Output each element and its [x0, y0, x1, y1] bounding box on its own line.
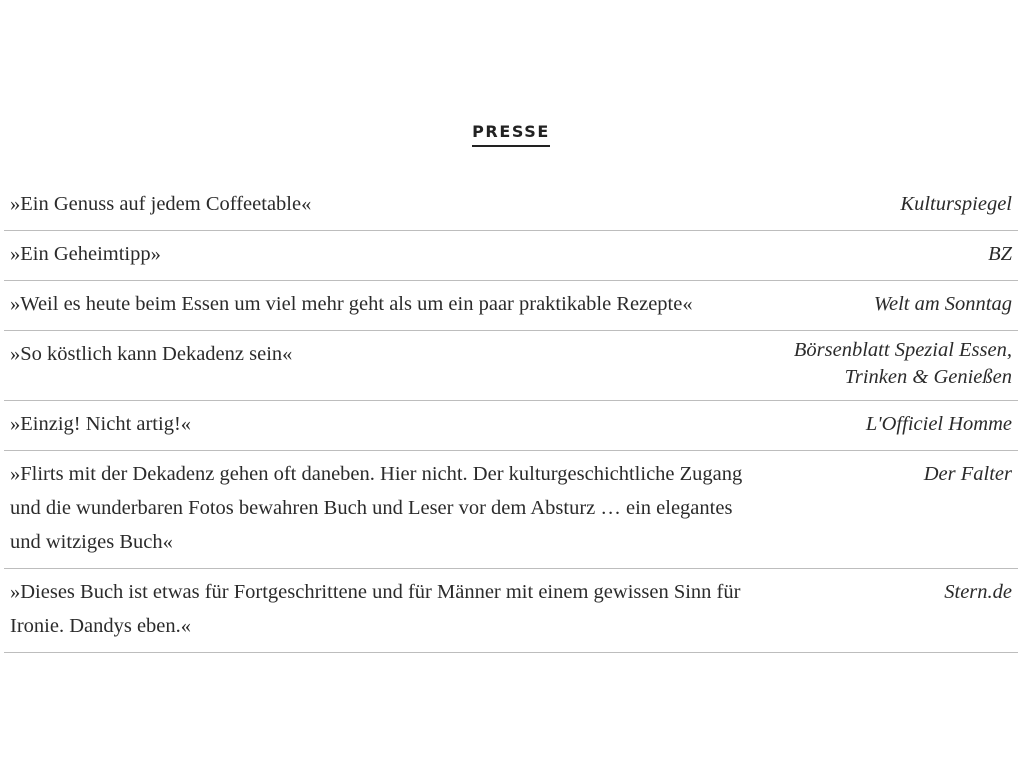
quote-text: »Flirts mit der Dekadenz gehen oft daneben. Hier nicht. Der kulturgeschichtliche Zugang und die wunderbaren Fotos bewahren Buch und Leser vor dem Absturz … ein elegantes und witziges Buch«	[10, 462, 743, 553]
press-quote-list	[4, 181, 1018, 653]
quote-text: »Ein Geheimtipp»	[10, 242, 161, 265]
press-quote-row	[4, 569, 1018, 653]
quote-source: Der Falter	[923, 462, 1012, 485]
press-section	[4, 110, 1018, 653]
press-heading: PRESSE	[472, 123, 550, 147]
press-quote-row	[4, 281, 1018, 331]
press-quote-row	[4, 181, 1018, 231]
quote-source: Stern.de	[944, 580, 1012, 603]
quote-source: Welt am Sonntag	[873, 292, 1012, 315]
quote-text: »Dieses Buch ist etwas für Fortgeschrittene und für Männer mit einem gewissen Sinn für Ironie. Dandys eben.«	[10, 580, 741, 637]
quote-text: »Einzig! Nicht artig!«	[10, 412, 192, 435]
quote-source: Börsenblatt Spezial Essen, Trinken & Genießen	[793, 338, 1012, 388]
quote-source: L'Officiel Homme	[865, 412, 1012, 435]
quote-source: BZ	[988, 242, 1012, 265]
press-quote-row	[4, 451, 1018, 569]
quote-text: »Weil es heute beim Essen um viel mehr geht als um ein paar praktikable Rezepte«	[10, 292, 693, 315]
press-heading-wrap	[4, 110, 1018, 161]
quote-text: »Ein Genuss auf jedem Coffeetable«	[10, 192, 312, 215]
press-quote-row	[4, 331, 1018, 401]
press-quote-row	[4, 231, 1018, 281]
quote-text: »So köstlich kann Dekadenz sein«	[10, 342, 293, 365]
press-quote-row	[4, 401, 1018, 451]
quote-source: Kulturspiegel	[900, 192, 1012, 215]
